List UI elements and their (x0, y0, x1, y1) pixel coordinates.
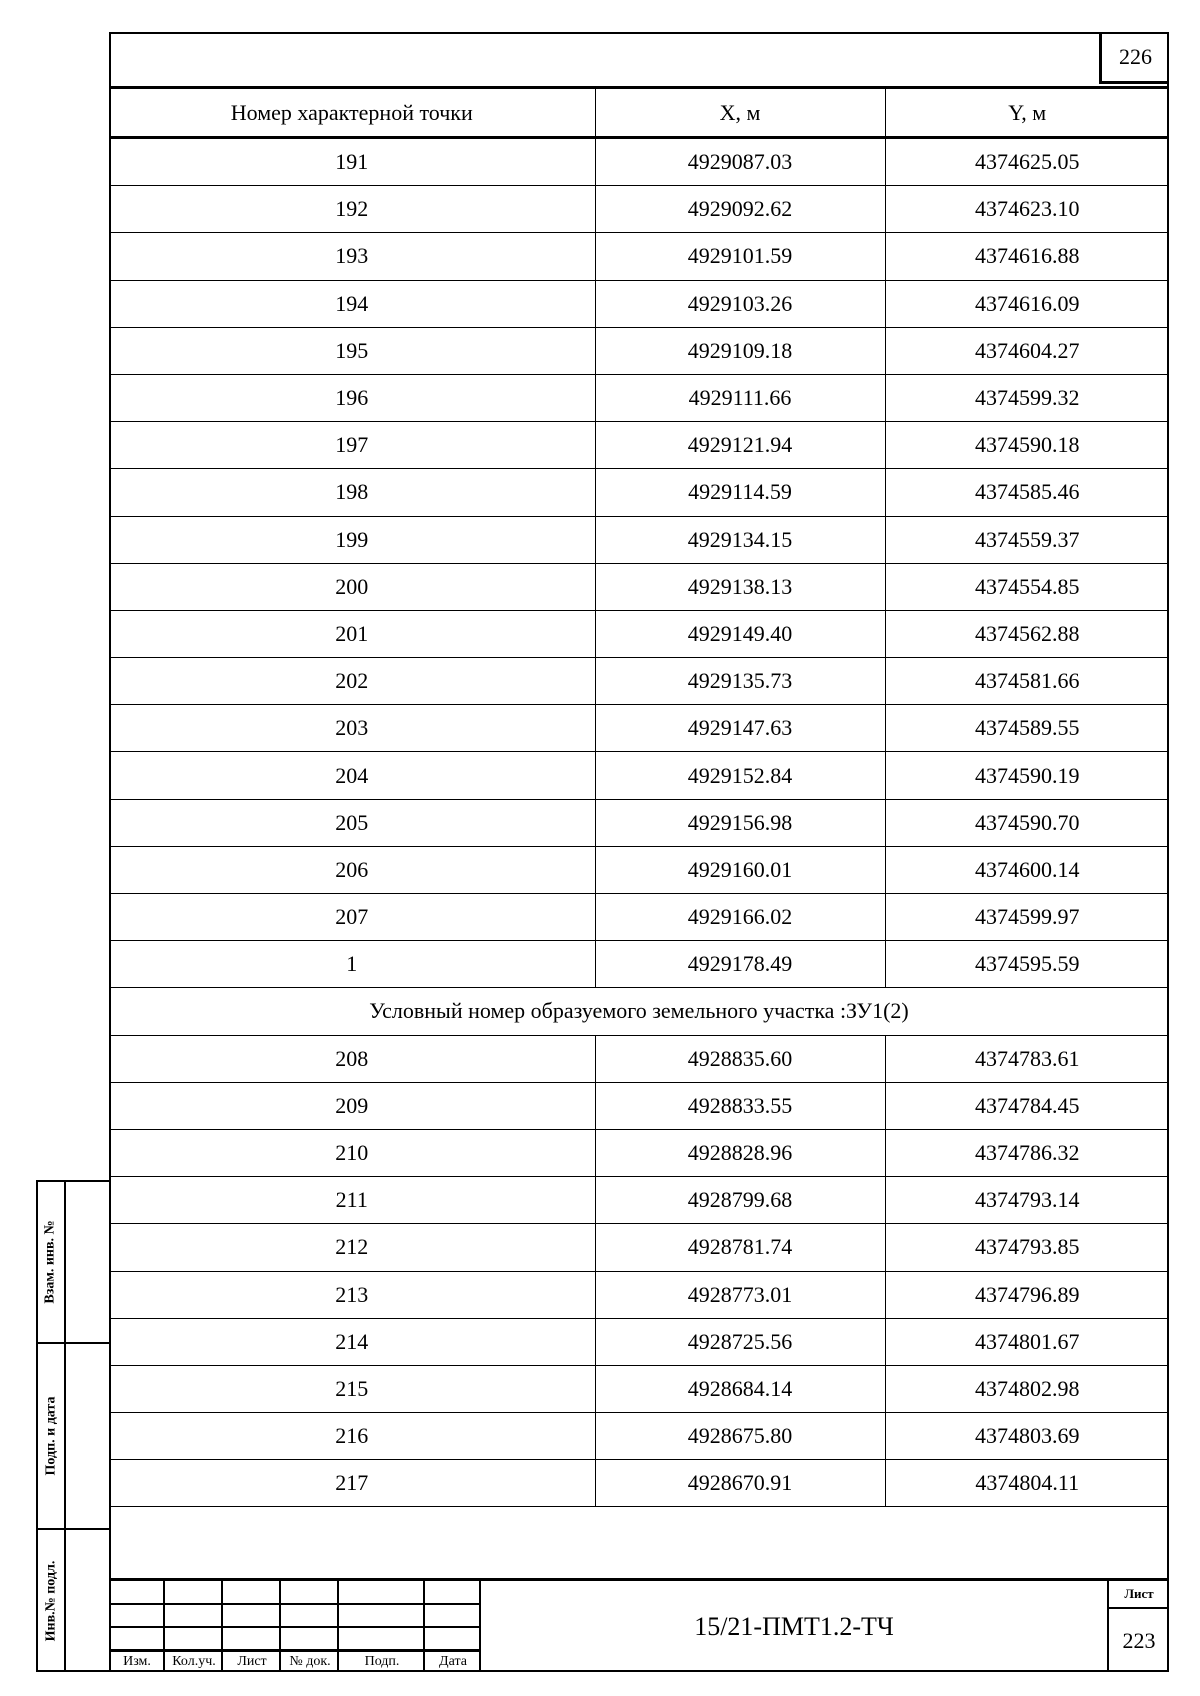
stamp-col-list (223, 1581, 281, 1672)
table-row (109, 186, 1169, 233)
sheet-label: Лист (1109, 1581, 1169, 1609)
cell-y: 4374590.70 (885, 799, 1169, 846)
table-row (109, 469, 1169, 516)
cell-y: 4374589.55 (885, 705, 1169, 752)
cell-y: 4374562.88 (885, 610, 1169, 657)
cell-y: 4374590.19 (885, 752, 1169, 799)
cell-x: 4928773.01 (595, 1271, 885, 1318)
table-row (109, 1413, 1169, 1460)
cell-y: 4374802.98 (885, 1365, 1169, 1412)
stamp-label-data: Дата (439, 1654, 467, 1669)
cell-y: 4374793.14 (885, 1177, 1169, 1224)
cell-y: 4374581.66 (885, 658, 1169, 705)
table-row (109, 1318, 1169, 1365)
cell-point-number: 201 (109, 610, 595, 657)
cell-x: 4929138.13 (595, 563, 885, 610)
cell-x: 4929156.98 (595, 799, 885, 846)
cell-y: 4374796.89 (885, 1271, 1169, 1318)
cell-x: 4928684.14 (595, 1365, 885, 1412)
page-number: 226 (1099, 32, 1169, 84)
table-row (109, 1224, 1169, 1271)
cell-x: 4928828.96 (595, 1129, 885, 1176)
cell-x: 4929135.73 (595, 658, 885, 705)
stamp-label-izm: Изм. (123, 1654, 151, 1669)
header-y: Y, м (885, 89, 1169, 138)
cell-point-number: 191 (109, 138, 595, 186)
title-block-grid (109, 1581, 481, 1672)
header-x: X, м (595, 89, 885, 138)
stamp-col-data (425, 1581, 481, 1672)
cell-x: 4929121.94 (595, 422, 885, 469)
cell-y: 4374604.27 (885, 327, 1169, 374)
coordinates-table (109, 89, 1169, 1507)
cell-y: 4374793.85 (885, 1224, 1169, 1271)
sidebar-label-vzam-inv: Взам. инв. № (43, 1220, 59, 1304)
cell-y: 4374554.85 (885, 563, 1169, 610)
stamp-col-podp (339, 1581, 425, 1672)
table-row (109, 374, 1169, 421)
table-row (109, 1177, 1169, 1224)
cell-y: 4374599.97 (885, 894, 1169, 941)
cell-x: 4929147.63 (595, 705, 885, 752)
cell-x: 4929166.02 (595, 894, 885, 941)
cell-point-number: 196 (109, 374, 595, 421)
cell-x: 4929160.01 (595, 846, 885, 893)
sidebar-cell-inv (38, 1530, 109, 1672)
cell-point-number: 214 (109, 1318, 595, 1365)
cell-point-number: 216 (109, 1413, 595, 1460)
table-row (109, 941, 1169, 988)
cell-point-number: 195 (109, 327, 595, 374)
table-row (109, 422, 1169, 469)
table-row (109, 846, 1169, 893)
cell-point-number: 209 (109, 1082, 595, 1129)
table-row (109, 705, 1169, 752)
cell-x: 4928725.56 (595, 1318, 885, 1365)
table-row (109, 799, 1169, 846)
stamp-label-podp: Подп. (364, 1654, 400, 1669)
cell-x: 4929109.18 (595, 327, 885, 374)
table-row (109, 1129, 1169, 1176)
cell-x: 4928781.74 (595, 1224, 885, 1271)
table-row (109, 138, 1169, 186)
table-header-row (109, 89, 1169, 138)
cell-x: 4929152.84 (595, 752, 885, 799)
cell-y: 4374559.37 (885, 516, 1169, 563)
cell-x: 4929178.49 (595, 941, 885, 988)
cell-y: 4374623.10 (885, 186, 1169, 233)
cell-x: 4928675.80 (595, 1413, 885, 1460)
cell-point-number: 215 (109, 1365, 595, 1412)
cell-y: 4374595.59 (885, 941, 1169, 988)
stamp-label-doc: № док. (289, 1654, 331, 1669)
cell-point-number: 1 (109, 941, 595, 988)
sidebar-cell-vzam (38, 1182, 109, 1344)
cell-x: 4929101.59 (595, 233, 885, 280)
table-row (109, 1035, 1169, 1082)
cell-point-number: 206 (109, 846, 595, 893)
cell-x: 4929114.59 (595, 469, 885, 516)
document-code: 15/21-ПМТ1.2-ТЧ (481, 1581, 1109, 1672)
cell-point-number: 213 (109, 1271, 595, 1318)
cell-point-number: 217 (109, 1460, 595, 1507)
sidebar-cell-podp (38, 1344, 109, 1530)
cell-point-number: 200 (109, 563, 595, 610)
cell-y: 4374599.32 (885, 374, 1169, 421)
section-row (109, 988, 1169, 1035)
cell-point-number: 204 (109, 752, 595, 799)
table-row (109, 752, 1169, 799)
cell-point-number: 212 (109, 1224, 595, 1271)
cell-y: 4374801.67 (885, 1318, 1169, 1365)
cell-y: 4374783.61 (885, 1035, 1169, 1082)
cell-x: 4928833.55 (595, 1082, 885, 1129)
table-row (109, 516, 1169, 563)
cell-x: 4929087.03 (595, 138, 885, 186)
stamp-col-izm (109, 1581, 165, 1672)
cell-x: 4928670.91 (595, 1460, 885, 1507)
stamp-label-list: Лист (237, 1654, 267, 1669)
table-row (109, 1365, 1169, 1412)
cell-point-number: 202 (109, 658, 595, 705)
cell-y: 4374585.46 (885, 469, 1169, 516)
side-stamp (36, 1180, 109, 1672)
cell-y: 4374786.32 (885, 1129, 1169, 1176)
cell-y: 4374600.14 (885, 846, 1169, 893)
cell-y: 4374803.69 (885, 1413, 1169, 1460)
sheet-number: 223 (1122, 1627, 1156, 1653)
table-row (109, 563, 1169, 610)
table-row (109, 233, 1169, 280)
stamp-col-kol (165, 1581, 223, 1672)
cell-y: 4374784.45 (885, 1082, 1169, 1129)
sidebar-label-podp-data: Подп. и дата (43, 1396, 58, 1476)
cell-point-number: 203 (109, 705, 595, 752)
cell-point-number: 199 (109, 516, 595, 563)
stamp-col-doc (281, 1581, 339, 1672)
cell-point-number: 194 (109, 280, 595, 327)
cell-point-number: 207 (109, 894, 595, 941)
cell-point-number: 198 (109, 469, 595, 516)
table-row (109, 1271, 1169, 1318)
cell-point-number: 205 (109, 799, 595, 846)
cell-point-number: 208 (109, 1035, 595, 1082)
stamp-label-kol: Кол.уч. (172, 1654, 216, 1669)
cell-x: 4929092.62 (595, 186, 885, 233)
table-row (109, 610, 1169, 657)
table-row (109, 894, 1169, 941)
cell-x: 4929111.66 (595, 374, 885, 421)
cell-point-number: 192 (109, 186, 595, 233)
cell-point-number: 193 (109, 233, 595, 280)
table-row (109, 658, 1169, 705)
cell-y: 4374625.05 (885, 138, 1169, 186)
table-row (109, 327, 1169, 374)
cell-y: 4374616.09 (885, 280, 1169, 327)
sidebar-label-inv-podl: Инв.№ подл. (43, 1560, 58, 1642)
cell-x: 4929103.26 (595, 280, 885, 327)
cell-x: 4929134.15 (595, 516, 885, 563)
cell-x: 4929149.40 (595, 610, 885, 657)
cell-x: 4928835.60 (595, 1035, 885, 1082)
table-row (109, 280, 1169, 327)
section-title: Условный номер образуемого земельного участка :ЗУ1(2) (109, 988, 1169, 1035)
table-row (109, 1460, 1169, 1507)
table-row (109, 1082, 1169, 1129)
cell-x: 4928799.68 (595, 1177, 885, 1224)
cell-point-number: 211 (109, 1177, 595, 1224)
cell-y: 4374590.18 (885, 422, 1169, 469)
header-point-number: Номер характерной точки (109, 89, 595, 138)
cell-point-number: 210 (109, 1129, 595, 1176)
cell-point-number: 197 (109, 422, 595, 469)
cell-y: 4374616.88 (885, 233, 1169, 280)
cell-y: 4374804.11 (885, 1460, 1169, 1507)
title-block (109, 1578, 1169, 1672)
